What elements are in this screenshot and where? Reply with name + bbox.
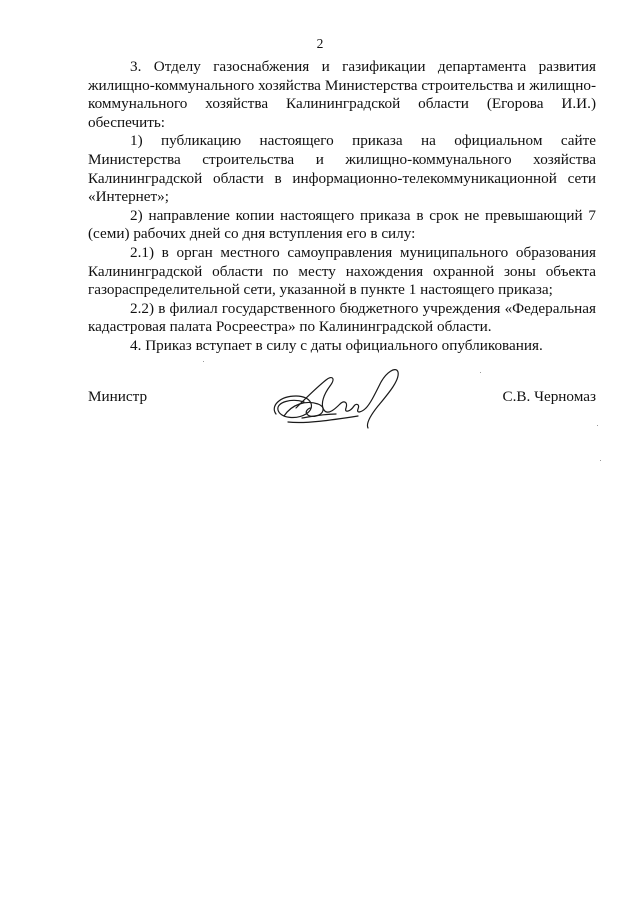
signatory-name: С.В. Черномаз: [502, 388, 596, 405]
scan-speck: [597, 425, 598, 426]
paragraph-subitem-2-2: 2.2) в филиал государственного бюджетного учреждения «Федеральная кадастровая палата Росреестра» по Калининградской области.: [88, 299, 596, 336]
scan-speck: [480, 372, 481, 373]
scan-speck: [600, 460, 601, 461]
scan-speck: [203, 361, 204, 362]
paragraph-item-3: 3. Отделу газоснабжения и газификации департамента развития жилищно-коммунального хозяйства Министерства строительства и жилищно-коммунального хозяйства Калининградской области (Егорова И.И.) обеспечить:: [88, 58, 596, 131]
handwritten-signature: [266, 358, 406, 438]
document-body: [88, 58, 596, 356]
signature-block: [88, 380, 596, 440]
paragraph-subitem-2-1: 2.1) в орган местного самоуправления муниципального образования Калининградской области по месту нахождения охранной зоны объекта газораспределительной сети, указанной в пункте 1 настоящего приказа;: [88, 243, 596, 299]
page-number: 2: [316, 36, 324, 51]
paragraph-item-4: 4. Приказ вступает в силу с даты официального опубликования.: [130, 336, 543, 354]
signatory-title: Министр: [88, 388, 148, 405]
paragraph-subitem-2: 2) направление копии настоящего приказа в срок не превышающий 7 (семи) рабочих дней со дня вступления его в силу:: [88, 206, 596, 243]
paragraph-subitem-1: 1) публикацию настоящего приказа на официальном сайте Министерства строительства и жилищно-коммунального хозяйства Калининградской области в информационно-телекоммуникационной сети «Интернет»;: [88, 132, 596, 206]
